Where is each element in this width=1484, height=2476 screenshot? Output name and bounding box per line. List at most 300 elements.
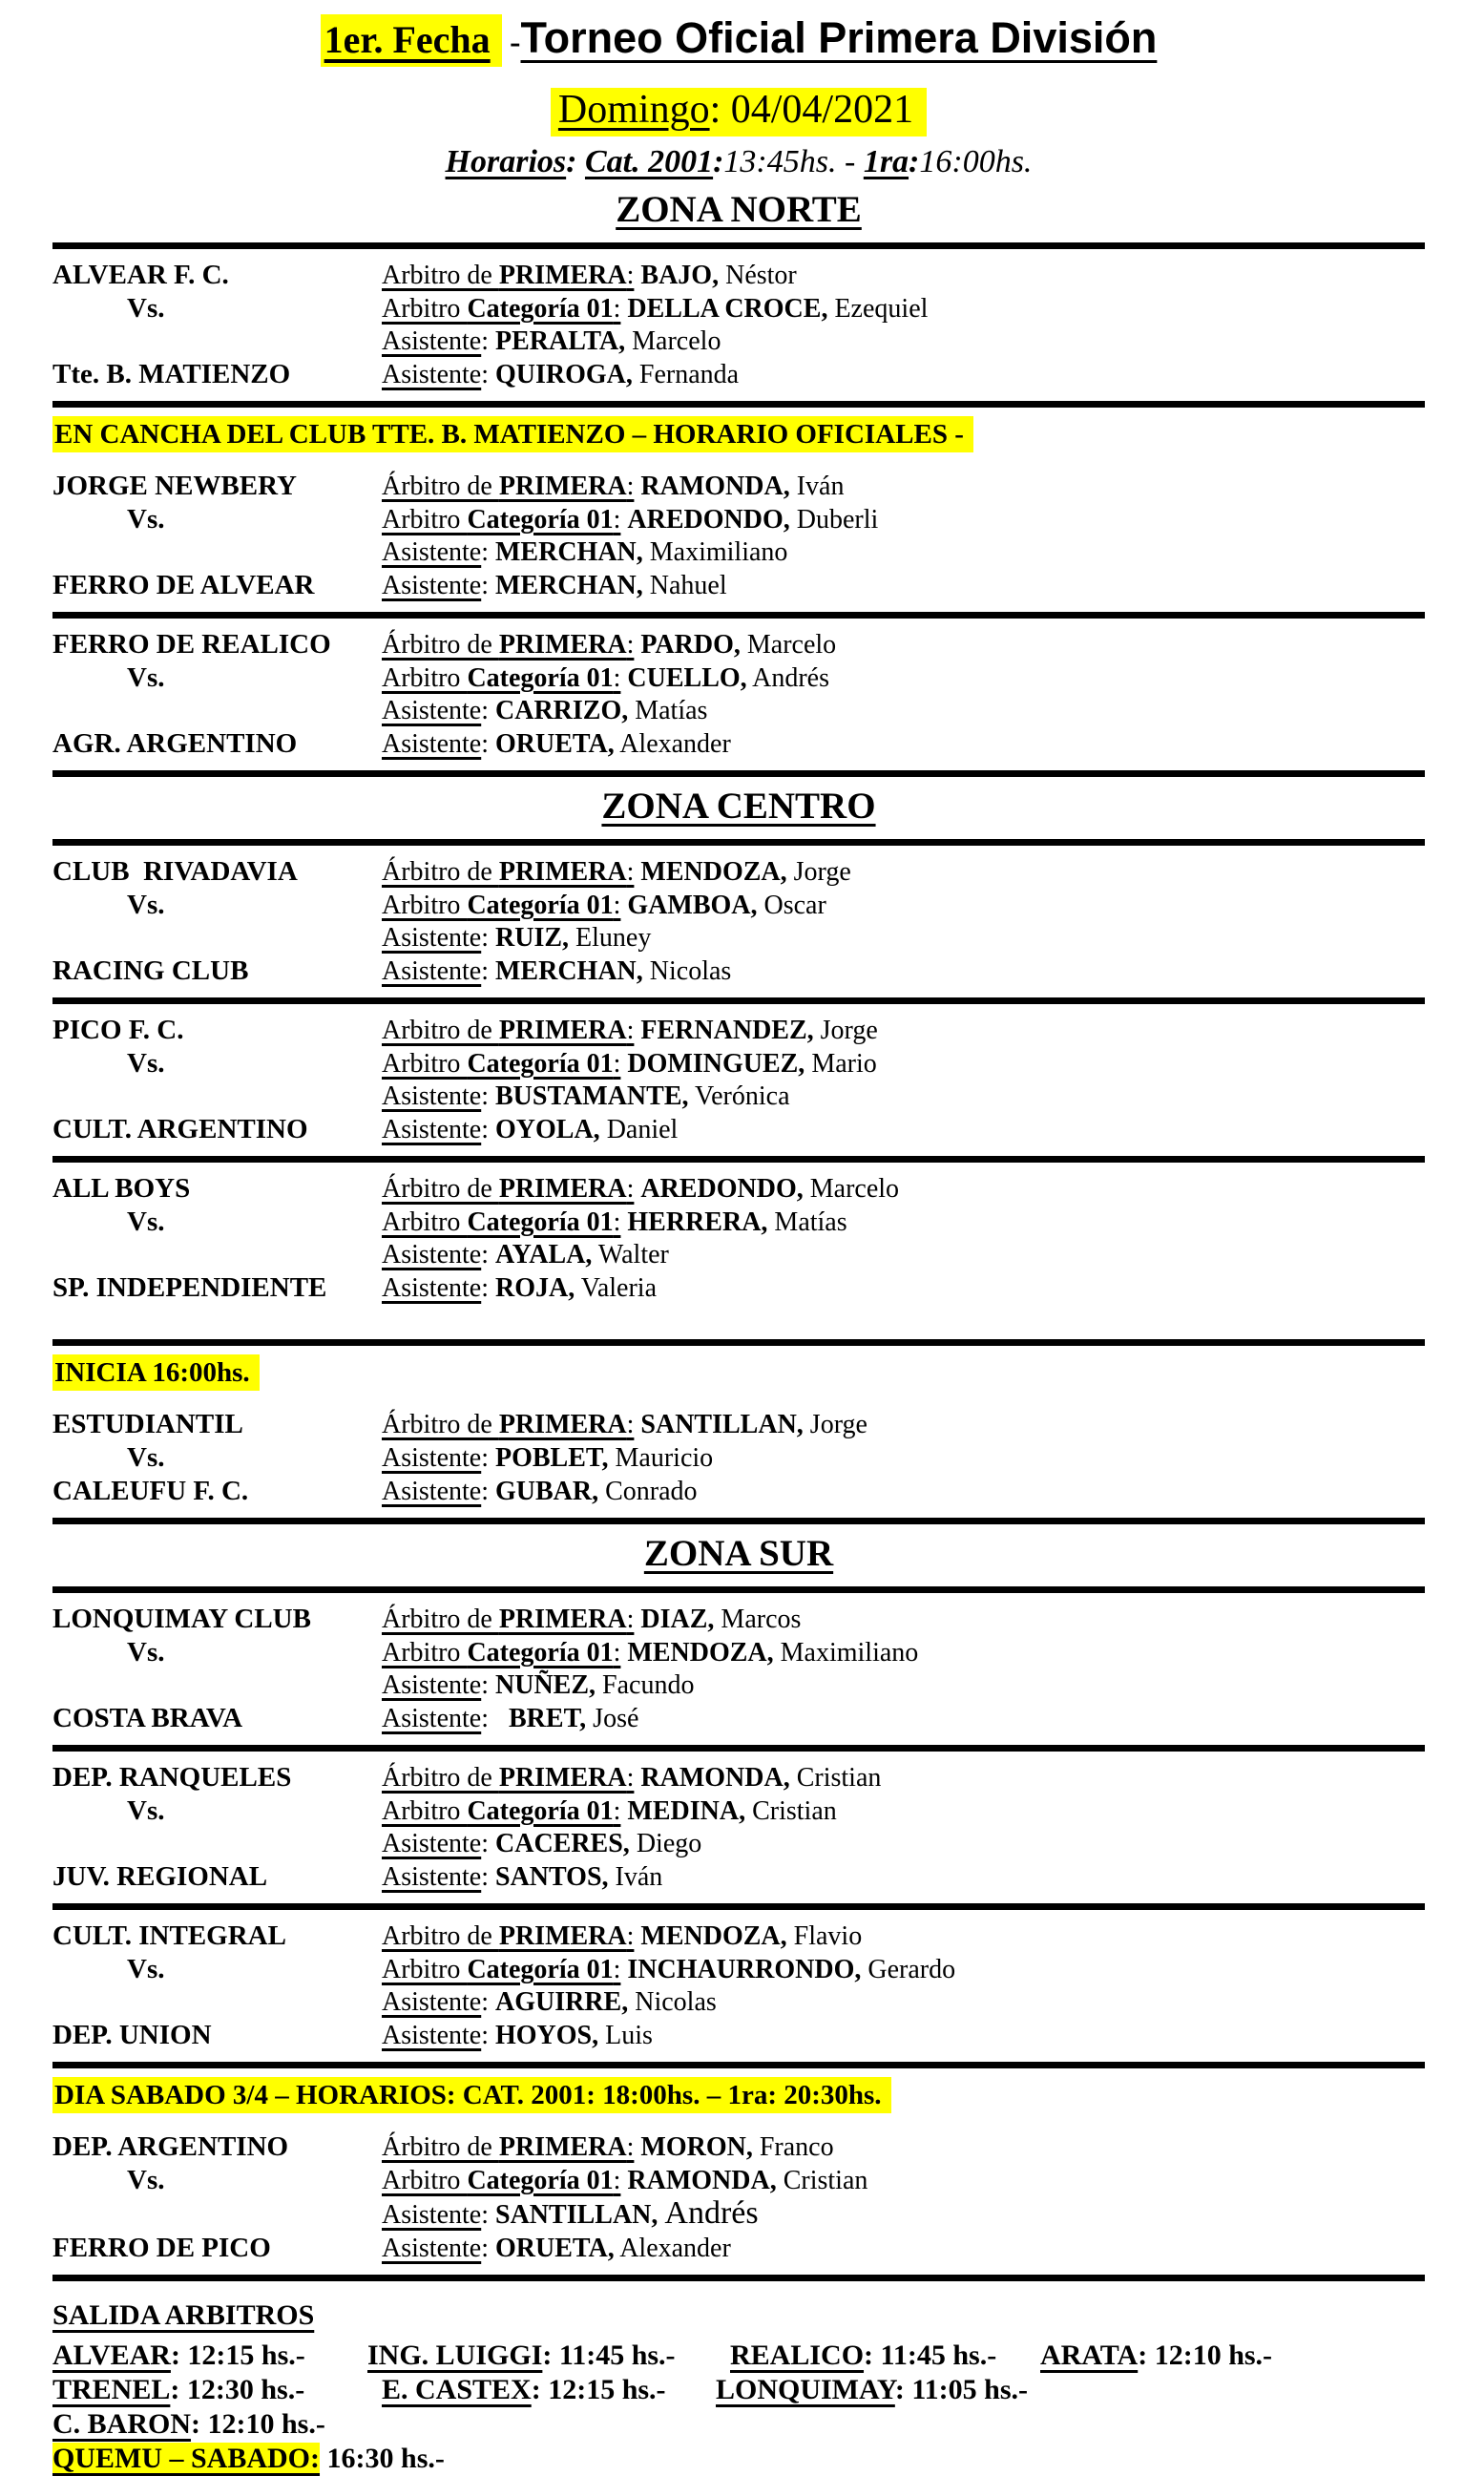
official-colon: : — [481, 1477, 489, 1506]
official-role-label: Árbitro de PRIMERA: — [382, 1410, 635, 1439]
away-team-name: AGR. ARGENTINO — [52, 728, 298, 759]
section-divider-rule — [52, 1518, 1425, 1524]
match-row — [52, 1113, 1425, 1146]
tournament-title: Torneo Oficial Primera División — [520, 13, 1158, 62]
section-divider-rule — [52, 1903, 1425, 1910]
official-role-bold: PRIMERA — [498, 1763, 627, 1793]
official-cell — [382, 1861, 1425, 1894]
official-surname: BAJO, — [640, 261, 720, 290]
official-line — [382, 956, 731, 986]
versus-label: Vs. — [127, 662, 165, 693]
official-cell — [382, 662, 1425, 695]
official-line — [382, 571, 727, 600]
highlight-note-text: INICIA 16:00hs. — [52, 1354, 260, 1391]
departure-town: ING. LUIGGI — [367, 2340, 543, 2371]
home-team-name: JORGE NEWBERY — [52, 471, 297, 501]
zone-heading — [52, 188, 1425, 231]
match-block — [52, 1165, 1425, 1312]
official-surname: MENDOZA, — [640, 1921, 787, 1951]
match-block — [52, 1912, 1425, 2060]
departures-title-row — [52, 2297, 1425, 2335]
official-role-label: Asistente — [382, 571, 482, 600]
official-given-name: Ezequiel — [834, 294, 929, 324]
official-surname: INCHAURRONDO, — [627, 1955, 862, 1984]
away-team-name: JUV. REGIONAL — [52, 1861, 268, 1892]
official-given-name: Iván — [615, 1862, 663, 1892]
official-line — [382, 1477, 698, 1506]
official-surname: BRET, — [495, 1704, 587, 1733]
official-line — [382, 1796, 837, 1826]
official-given-name: Valeria — [580, 1273, 658, 1303]
official-cell — [382, 1081, 1425, 1113]
official-surname: RAMONDA, — [640, 472, 790, 501]
home-team-name: DEP. RANQUELES — [52, 1762, 292, 1793]
official-role-label: Asistente — [382, 326, 482, 356]
official-surname: OYOLA, — [495, 1115, 600, 1144]
official-given-name: Maximiliano — [780, 1638, 919, 1668]
official-given-name: Cristian — [783, 2166, 868, 2195]
match-block — [52, 1400, 1425, 1516]
section-divider-rule — [52, 401, 1425, 408]
section-divider-rule — [52, 997, 1425, 1004]
official-surname: MERCHAN, — [495, 537, 643, 567]
match-row — [52, 292, 1425, 325]
official-given-name: Matías — [635, 696, 708, 725]
match-block — [52, 462, 1425, 610]
official-cell — [382, 695, 1425, 727]
official-given-name: Cristian — [796, 1763, 882, 1793]
official-given-name: Nicolas — [649, 956, 732, 986]
official-given-name: Matías — [774, 1207, 847, 1237]
official-line — [382, 1016, 878, 1045]
official-line — [382, 1081, 790, 1111]
official-role-label: Árbitro de PRIMERA: — [382, 2132, 635, 2162]
official-line — [382, 923, 651, 953]
match-block — [52, 1753, 1425, 1901]
official-surname: SANTILLAN, — [640, 1410, 804, 1439]
official-given-name: Oscar — [763, 891, 826, 920]
official-line — [382, 1987, 717, 2017]
team-cell — [52, 1014, 382, 1046]
team-cell — [52, 292, 382, 325]
versus-label: Vs. — [127, 1954, 165, 1984]
date-highlight — [551, 88, 927, 136]
official-colon: : — [481, 696, 489, 725]
section-divider-rule — [52, 1586, 1425, 1593]
official-surname: MORON, — [640, 2132, 753, 2162]
match-row — [52, 1986, 1425, 2019]
official-colon: : — [481, 923, 489, 953]
match-row — [52, 1636, 1425, 1669]
section-divider-rule — [52, 839, 1425, 846]
official-role-label: Árbitro de PRIMERA: — [382, 630, 635, 660]
official-cell — [382, 570, 1425, 602]
official-role-label: Asistente — [382, 1443, 482, 1473]
official-line — [382, 1921, 862, 1951]
official-surname: AGUIRRE, — [495, 1987, 629, 2017]
match-row — [52, 1702, 1425, 1735]
departure-item — [730, 2339, 996, 2373]
official-line — [382, 729, 731, 759]
match-row — [52, 1603, 1425, 1636]
highlight-note-text: DIA SABADO 3/4 – HORARIOS: CAT. 2001: 18:00hs. – 1ra: 20:30hs. — [52, 2077, 891, 2113]
official-line — [382, 261, 797, 290]
official-role-label: Asistente — [382, 1862, 482, 1892]
official-role-bold: Categoría 01 — [467, 663, 614, 693]
official-role-label: Asistente — [382, 729, 482, 759]
official-role-label: Arbitro Categoría 01: — [382, 294, 621, 324]
official-line — [382, 1240, 669, 1269]
official-line — [382, 1273, 657, 1303]
home-team-name: LONQUIMAY CLUB — [52, 1604, 311, 1634]
official-surname: DIAZ, — [640, 1605, 715, 1634]
match-row — [52, 955, 1425, 988]
departure-time: : 11:45 hs.- — [864, 2340, 997, 2371]
match-row — [52, 2164, 1425, 2197]
match-row — [52, 2232, 1425, 2265]
official-role-label: Asistente — [382, 537, 482, 567]
match-block — [52, 1595, 1425, 1743]
official-cell — [382, 1637, 1425, 1669]
schedule-segment: Horarios — [445, 144, 567, 179]
official-line — [382, 2132, 834, 2162]
schedule-segment: 1ra — [863, 144, 909, 179]
departure-time: 16:30 hs.- — [320, 2443, 445, 2474]
team-cell — [52, 955, 382, 987]
schedule-segment: 13:45hs. - — [723, 144, 864, 179]
official-given-name: Marcelo — [632, 326, 721, 356]
section-divider-rule — [52, 770, 1425, 777]
team-cell — [52, 1172, 382, 1205]
official-line — [382, 505, 878, 535]
departure-time: : 12:30 hs.- — [170, 2374, 305, 2405]
departure-time: : 11:05 hs.- — [894, 2374, 1029, 2405]
official-role-label: Arbitro de PRIMERA: — [382, 261, 635, 290]
official-colon: : — [481, 326, 489, 356]
departure-item — [716, 2373, 1028, 2407]
match-row — [52, 2019, 1425, 2052]
official-line — [382, 1443, 713, 1473]
team-cell — [52, 1860, 382, 1893]
official-line — [382, 696, 707, 725]
official-line — [382, 1670, 694, 1700]
official-line — [382, 2195, 759, 2231]
official-given-name: Alexander — [619, 729, 731, 759]
departure-row — [52, 2339, 1425, 2373]
match-row — [52, 661, 1425, 695]
official-role-label: Asistente — [382, 1477, 482, 1506]
official-role-label: Asistente — [382, 956, 482, 986]
official-line — [382, 294, 928, 324]
departure-item — [52, 2373, 304, 2407]
official-role-label: Asistente — [382, 1987, 482, 2017]
official-surname: AYALA, — [495, 1240, 593, 1269]
official-given-name: Maximiliano — [649, 537, 788, 567]
team-cell — [52, 2130, 382, 2163]
official-role-label: Arbitro de PRIMERA: — [382, 1016, 635, 1045]
official-role-bold: Categoría 01 — [467, 1638, 614, 1668]
official-colon: : — [481, 537, 489, 567]
official-surname: MENDOZA, — [640, 857, 787, 887]
official-cell — [382, 1828, 1425, 1860]
official-given-name: Duberli — [796, 505, 879, 535]
official-cell — [382, 1986, 1425, 2019]
official-role-label: Árbitro de PRIMERA: — [382, 857, 635, 887]
departure-item — [1040, 2339, 1272, 2373]
official-cell — [382, 260, 1425, 292]
official-given-name: Diego — [636, 1829, 702, 1858]
departure-town: C. BARON — [52, 2408, 192, 2440]
official-surname: MERCHAN, — [495, 956, 643, 986]
official-line — [382, 1704, 638, 1733]
match-row — [52, 855, 1425, 889]
official-role-bold: PRIMERA — [498, 857, 627, 887]
home-team-name: FERRO DE REALICO — [52, 629, 331, 660]
official-colon: : — [481, 1240, 489, 1269]
section-divider-rule — [52, 612, 1425, 619]
departure-time: : 12:10 hs.- — [1138, 2340, 1273, 2371]
away-team-name: SP. INDEPENDIENTE — [52, 1272, 327, 1303]
official-role-bold: Categoría 01 — [467, 2166, 614, 2195]
official-role-label: Arbitro Categoría 01: — [382, 891, 621, 920]
official-colon: : — [481, 2234, 489, 2263]
official-line — [382, 1207, 847, 1237]
official-surname: PERALTA, — [495, 326, 626, 356]
official-cell — [382, 1409, 1425, 1441]
official-colon: : — [481, 956, 489, 986]
zone-heading — [52, 1532, 1425, 1575]
official-cell — [382, 2197, 1425, 2232]
official-given-name: Cristian — [752, 1796, 837, 1826]
official-line — [382, 537, 787, 567]
home-team-name: PICO F. C. — [52, 1015, 184, 1045]
match-row — [52, 1920, 1425, 1953]
match-row — [52, 1172, 1425, 1206]
official-surname: HOYOS, — [495, 2021, 599, 2050]
official-role-label: Asistente — [382, 2021, 482, 2050]
zones-container — [52, 188, 1425, 2281]
match-row — [52, 628, 1425, 661]
official-given-name: Nicolas — [635, 1987, 717, 2017]
official-given-name: Fernanda — [638, 360, 740, 389]
official-role-bold: PRIMERA — [498, 630, 627, 660]
official-surname: BUSTAMANTE, — [495, 1081, 689, 1111]
official-role-label: Arbitro Categoría 01: — [382, 1796, 621, 1826]
official-role-bold: PRIMERA — [498, 1605, 627, 1634]
official-colon: : — [481, 571, 489, 600]
team-cell — [52, 2164, 382, 2196]
date-line — [52, 87, 1425, 133]
official-given-name: Verónica — [695, 1081, 790, 1111]
official-colon: : — [481, 1829, 489, 1858]
official-role-label: Asistente — [382, 1829, 482, 1858]
match-row — [52, 536, 1425, 569]
match-row — [52, 503, 1425, 536]
official-cell — [382, 1669, 1425, 1702]
official-cell — [382, 2165, 1425, 2197]
departure-item — [382, 2373, 666, 2407]
departure-item — [52, 2339, 305, 2373]
header-separator: - — [501, 25, 521, 60]
match-block — [52, 251, 1425, 399]
official-line — [382, 857, 851, 887]
home-team-name: ESTUDIANTIL — [52, 1409, 243, 1439]
team-cell — [52, 2019, 382, 2051]
versus-label: Vs. — [127, 1048, 165, 1079]
match-block — [52, 1006, 1425, 1154]
team-cell — [52, 1702, 382, 1734]
schedule-line — [52, 144, 1425, 180]
official-cell — [382, 1604, 1425, 1636]
departure-town: QUEMU – SABADO: — [52, 2443, 321, 2474]
official-given-name: Nahuel — [649, 571, 727, 600]
official-surname: CACERES, — [495, 1829, 630, 1858]
away-team-name: DEP. UNION — [52, 2020, 212, 2050]
team-cell — [52, 569, 382, 601]
schedule-segment: Cat. 2001 — [584, 144, 714, 179]
match-row — [52, 1669, 1425, 1702]
official-cell — [382, 325, 1425, 358]
official-colon: : — [481, 1862, 489, 1892]
versus-label: Vs. — [127, 1442, 165, 1473]
match-row — [52, 1081, 1425, 1113]
away-team-name: FERRO DE PICO — [52, 2233, 271, 2263]
official-surname: AREDONDO, — [627, 505, 790, 535]
departure-time: : 12:10 hs.- — [191, 2408, 325, 2440]
official-colon: : — [481, 1273, 489, 1303]
team-cell — [52, 1047, 382, 1080]
official-role-bold: Categoría 01 — [467, 1796, 614, 1826]
departure-row — [52, 2442, 1425, 2476]
zone-heading-text: ZONA SUR — [643, 1533, 834, 1574]
official-cell — [382, 1207, 1425, 1239]
match-row — [52, 1860, 1425, 1894]
official-role-label: Arbitro Categoría 01: — [382, 1638, 621, 1668]
official-role-label: Asistente — [382, 923, 482, 953]
official-line — [382, 663, 829, 693]
away-team-name: CALEUFU F. C. — [52, 1476, 249, 1506]
match-block — [52, 848, 1425, 996]
official-surname: FERNANDEZ, — [640, 1016, 814, 1045]
official-colon: : — [481, 1704, 489, 1733]
official-surname: SANTOS, — [495, 1862, 609, 1892]
official-given-name: Marcos — [721, 1605, 802, 1634]
official-line — [382, 1410, 867, 1439]
team-cell — [52, 2232, 382, 2264]
departure-town: TRENEL — [52, 2374, 171, 2405]
official-given-name: Jorge — [809, 1410, 867, 1439]
official-given-name: Gerardo — [867, 1955, 956, 1984]
official-surname: ORUETA, — [495, 2234, 615, 2263]
official-role-label: Arbitro Categoría 01: — [382, 1207, 621, 1237]
official-role-label: Asistente — [382, 1081, 482, 1111]
official-cell — [382, 1762, 1425, 1794]
official-role-label: Arbitro Categoría 01: — [382, 505, 621, 535]
highlight-note — [52, 2076, 1425, 2119]
schedule-segment: : — [566, 144, 585, 179]
versus-label: Vs. — [127, 1637, 165, 1668]
official-given-name: Franco — [759, 2132, 834, 2162]
match-row — [52, 470, 1425, 503]
section-divider-rule — [52, 1745, 1425, 1752]
official-colon: : — [481, 360, 489, 389]
team-cell — [52, 1636, 382, 1668]
official-colon: : — [481, 1670, 489, 1700]
official-role-bold: Categoría 01 — [467, 1955, 614, 1984]
official-surname: GUBAR, — [495, 1477, 599, 1506]
official-given-name: Jorge — [793, 857, 851, 887]
official-role-label: Asistente — [382, 2200, 482, 2230]
match-row — [52, 569, 1425, 602]
team-cell — [52, 358, 382, 390]
home-team-name: CULT. INTEGRAL — [52, 1920, 286, 1951]
versus-label: Vs. — [127, 890, 165, 920]
official-surname: ROJA, — [495, 1273, 575, 1303]
match-row — [52, 1408, 1425, 1441]
official-line — [382, 1174, 899, 1204]
official-role-label: Árbitro de PRIMERA: — [382, 1605, 635, 1634]
team-cell — [52, 855, 382, 888]
official-line — [382, 1955, 955, 1984]
team-cell — [52, 1761, 382, 1794]
official-cell — [382, 359, 1425, 391]
home-team-name: ALL BOYS — [52, 1173, 191, 1204]
official-cell — [382, 1954, 1425, 1986]
official-given-name: Alexander — [619, 2234, 731, 2263]
official-cell — [382, 536, 1425, 569]
match-row — [52, 1475, 1425, 1508]
match-row — [52, 889, 1425, 922]
official-given-name: Marcelo — [809, 1174, 900, 1204]
official-role-bold: PRIMERA — [498, 1016, 627, 1045]
official-surname: DOMINGUEZ, — [627, 1049, 805, 1079]
official-cell — [382, 1015, 1425, 1047]
home-team-name: CLUB RIVADAVIA — [52, 856, 298, 887]
official-given-name: Walter — [597, 1240, 669, 1269]
zone-heading-text: ZONA NORTE — [616, 189, 862, 230]
departure-town: ARATA — [1040, 2340, 1139, 2371]
section-divider-rule — [52, 242, 1425, 249]
departure-time: : 12:15 hs.- — [170, 2340, 305, 2371]
official-line — [382, 1605, 801, 1634]
team-cell — [52, 1408, 382, 1440]
official-given-name: Jorge — [820, 1016, 878, 1045]
schedule-segment: 16:00hs. — [919, 144, 1033, 179]
departure-town: REALICO — [730, 2340, 865, 2371]
official-surname: MENDOZA, — [627, 1638, 774, 1668]
departure-item — [367, 2339, 676, 2373]
versus-label: Vs. — [127, 1795, 165, 1826]
match-row — [52, 1014, 1425, 1047]
official-surname: QUIROGA, — [495, 360, 633, 389]
section-divider-rule — [52, 2275, 1425, 2281]
official-role-bold: Categoría 01 — [467, 1207, 614, 1237]
official-colon: : — [481, 1081, 489, 1111]
official-role-label: Asistente — [382, 2234, 482, 2263]
official-surname: SANTILLAN, — [495, 2200, 658, 2230]
official-cell — [382, 293, 1425, 325]
official-cell — [382, 1048, 1425, 1081]
official-colon: : — [481, 2200, 489, 2230]
highlight-note-text: EN CANCHA DEL CLUB TTE. B. MATIENZO – HORARIO OFICIALES - — [52, 416, 973, 452]
highlight-note — [52, 1353, 1425, 1396]
match-row — [52, 325, 1425, 358]
official-cell — [382, 1239, 1425, 1271]
match-row — [52, 1239, 1425, 1271]
schedule-segment: : — [713, 144, 724, 179]
official-colon: : — [481, 729, 489, 759]
away-team-name: FERRO DE ALVEAR — [52, 570, 315, 600]
